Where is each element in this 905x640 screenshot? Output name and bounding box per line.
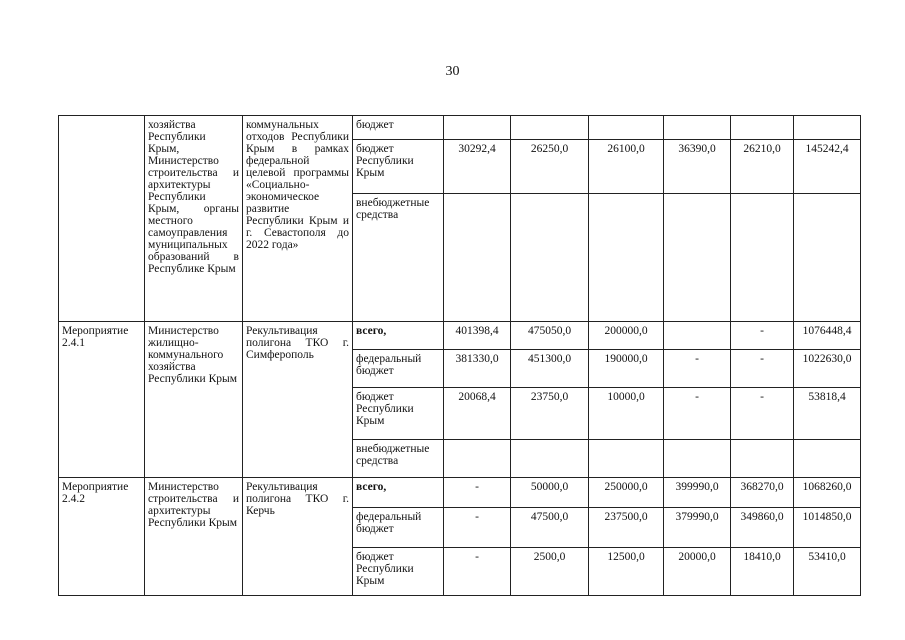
description-cell: коммунальных отходов Республики Крым в рамках федеральной целевой программы «Социально-экономическое развитие Республики Крым и г. Севастополя до 2022 года»: [243, 116, 353, 322]
table-row: [59, 322, 861, 350]
table-row: [59, 116, 861, 140]
value-cell: -: [731, 322, 794, 350]
value-cell: 53410,0: [794, 548, 861, 596]
value-cell: [794, 116, 861, 140]
value-cell: 50000,0: [511, 478, 589, 508]
source-cell: федеральный бюджет: [353, 508, 444, 548]
value-cell: [794, 440, 861, 478]
value-cell: 349860,0: [731, 508, 794, 548]
description-cell: Рекультивация полигона ТКО г. Керчь: [243, 478, 353, 596]
value-cell: [589, 194, 664, 322]
description-cell: Рекультивация полигона ТКО г. Симферополь: [243, 322, 353, 478]
value-cell: -: [664, 388, 731, 440]
value-cell: [731, 116, 794, 140]
value-cell: [664, 194, 731, 322]
value-cell: 1014850,0: [794, 508, 861, 548]
value-cell: 26100,0: [589, 140, 664, 194]
executor-cell: Министерство строительства и архитектуры Республики Крым: [145, 478, 243, 596]
value-cell: 20068,4: [444, 388, 511, 440]
value-cell: 53818,4: [794, 388, 861, 440]
value-cell: 190000,0: [589, 350, 664, 388]
page-number: 30: [445, 64, 460, 79]
value-cell: 2500,0: [511, 548, 589, 596]
value-cell: 200000,0: [589, 322, 664, 350]
value-cell: -: [444, 548, 511, 596]
value-cell: 1068260,0: [794, 478, 861, 508]
budget-table: [58, 115, 861, 596]
value-cell: -: [444, 508, 511, 548]
value-cell: 237500,0: [589, 508, 664, 548]
value-cell: 30292,4: [444, 140, 511, 194]
value-cell: [731, 440, 794, 478]
value-cell: 475050,0: [511, 322, 589, 350]
value-cell: [589, 440, 664, 478]
source-cell: федеральный бюджет: [353, 350, 444, 388]
value-cell: [511, 116, 589, 140]
executor-cell: хозяйства Республики Крым, Министерство строительства и архитектуры Республики Крым, органы местного самоуправления муниципальных образований в Республике Крым: [145, 116, 243, 322]
value-cell: [511, 440, 589, 478]
value-cell: [444, 116, 511, 140]
value-cell: 145242,4: [794, 140, 861, 194]
source-cell: бюджет: [353, 116, 444, 140]
value-cell: 20000,0: [664, 548, 731, 596]
value-cell: 250000,0: [589, 478, 664, 508]
source-cell: всего,: [353, 478, 444, 508]
source-cell: внебюджетные средства: [353, 440, 444, 478]
source-cell: бюджет Республики Крым: [353, 548, 444, 596]
value-cell: 36390,0: [664, 140, 731, 194]
value-cell: 451300,0: [511, 350, 589, 388]
value-cell: 10000,0: [589, 388, 664, 440]
value-cell: [664, 322, 731, 350]
value-cell: 47500,0: [511, 508, 589, 548]
value-cell: 1076448,4: [794, 322, 861, 350]
value-cell: [664, 440, 731, 478]
source-cell: бюджет Республики Крым: [353, 140, 444, 194]
value-cell: -: [664, 350, 731, 388]
value-cell: 1022630,0: [794, 350, 861, 388]
measure-cell: Мероприятие 2.4.2: [59, 478, 145, 596]
value-cell: -: [444, 478, 511, 508]
value-cell: [731, 194, 794, 322]
value-cell: [511, 194, 589, 322]
value-cell: -: [731, 350, 794, 388]
value-cell: 399990,0: [664, 478, 731, 508]
value-cell: 401398,4: [444, 322, 511, 350]
value-cell: 23750,0: [511, 388, 589, 440]
value-cell: [794, 194, 861, 322]
source-cell: внебюджетные средства: [353, 194, 444, 322]
value-cell: -: [731, 388, 794, 440]
value-cell: 379990,0: [664, 508, 731, 548]
measure-cell: Мероприятие 2.4.1: [59, 322, 145, 478]
value-cell: 12500,0: [589, 548, 664, 596]
source-cell: бюджет Республики Крым: [353, 388, 444, 440]
value-cell: 368270,0: [731, 478, 794, 508]
executor-cell: Министерство жилищно-коммунального хозяйства Республики Крым: [145, 322, 243, 478]
value-cell: 18410,0: [731, 548, 794, 596]
measure-cell: [59, 116, 145, 322]
value-cell: 381330,0: [444, 350, 511, 388]
value-cell: 26210,0: [731, 140, 794, 194]
table-row: [59, 478, 861, 508]
source-cell: всего,: [353, 322, 444, 350]
value-cell: [444, 440, 511, 478]
value-cell: [664, 116, 731, 140]
value-cell: 26250,0: [511, 140, 589, 194]
value-cell: [444, 194, 511, 322]
value-cell: [589, 116, 664, 140]
